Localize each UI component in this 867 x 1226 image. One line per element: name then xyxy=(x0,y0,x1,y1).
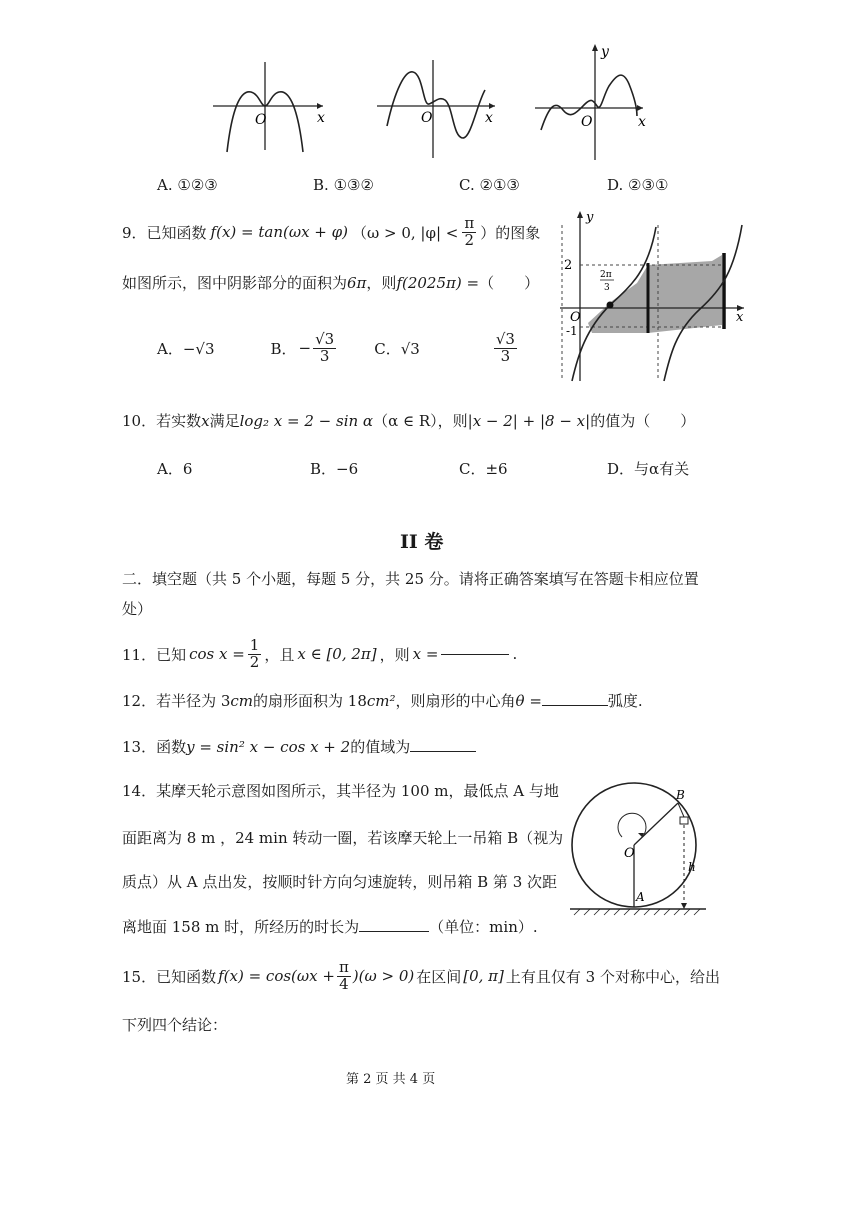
q13-line: 13．函数y = sin² x − cos x + 2的值域为 xyxy=(122,736,476,757)
q8-graphs xyxy=(205,40,665,170)
shaded-region xyxy=(588,255,722,333)
graph1-origin: O xyxy=(255,112,267,128)
graph2-x: x xyxy=(485,110,493,126)
q9-options xyxy=(157,323,517,373)
graph-3 xyxy=(535,44,646,160)
q14-line2: 面距离为 8 m ，24 min 转动一圈，若该摩天轮上一吊箱 B（视为 xyxy=(122,829,564,847)
q9-graph-tick-num: 2π xyxy=(600,270,612,280)
q9-graph-origin: O xyxy=(570,310,581,325)
graph2-origin: O xyxy=(421,110,433,126)
q12-answer-blank[interactable] xyxy=(542,705,608,706)
section-heading: 二．填空题（共 5 个小题，每题 5 分，共 25 分。请将正确答案填写在答题卡相应位置 xyxy=(122,570,699,588)
ferris-wheel-figure xyxy=(570,775,720,923)
q8-option-b: B. ①③② xyxy=(313,176,374,194)
q9-graph-x: x xyxy=(736,310,744,325)
q9-line1: 9．已知函数 f(x) = tan(ωx + φ) （ω > 0, |φ| < $\frac{\pi}{2}$ ）的图象 xyxy=(122,213,541,249)
page-footer: 第 2 页 共 4 页 xyxy=(346,1072,436,1087)
graph-1 xyxy=(213,62,325,152)
q11-answer-blank[interactable] xyxy=(441,654,509,655)
q9-option-c: C．√3 xyxy=(374,339,420,358)
q15-line2: 下列四个结论： xyxy=(122,1016,228,1034)
q13-answer-blank[interactable] xyxy=(410,751,476,752)
q12-line: 12．若半径为 3cm的扇形面积为 18cm²，则扇形的中心角θ = 弧度. xyxy=(122,692,643,710)
q10-option-a: A．6 xyxy=(157,460,193,478)
q9-option-d: $\frac{√3}{3}$ xyxy=(495,329,515,365)
q15-line1: 15．已知函数 f(x) = cos(ωx + $\frac{\pi}{4}$ )(ω > 0) 在区间 [0, π] 上有且仅有 3 个对称中心，给出 xyxy=(122,957,720,993)
q8-option-d: D. ②③① xyxy=(607,176,669,194)
q9-graph-yneg1: -1 xyxy=(566,324,578,338)
q10-line: 10．若实数x满足log₂ x = 2 − sin α（α ∈ R），则|x − 2| + |8 − x|的值为（ ） xyxy=(122,412,696,430)
q14-line3: 质点）从 A 点出发，按顺时针方向匀速旋转，则吊箱 B 第 3 次距 xyxy=(122,873,558,891)
q14-answer-blank[interactable] xyxy=(359,931,429,932)
graph-2 xyxy=(377,60,495,158)
graph1-x: x xyxy=(317,110,325,126)
fig-label-b: B xyxy=(676,788,685,802)
q10-option-b: B．−6 xyxy=(310,460,359,478)
q8-option-c: C. ②①③ xyxy=(459,176,520,194)
q9-tangent-graph xyxy=(552,205,752,385)
fig-label-o: O xyxy=(624,846,635,861)
graph3-origin: O xyxy=(581,114,593,130)
q9-graph-tick-den: 3 xyxy=(604,283,610,293)
q9-option-b: B． − $\frac{√3}{3}$ xyxy=(270,329,335,365)
section-heading-cont: 处） xyxy=(122,600,153,618)
q9-line2: 如图所示，图中阴影部分的面积为6π，则f(2025π) =（ ） xyxy=(122,274,540,292)
q11-line: 11．已知 cos x = $\frac{1}{2}$ ，且 x ∈ [0, 2π] ，则 x = . xyxy=(122,635,518,671)
graph3-y: y xyxy=(601,44,609,60)
fig-label-h: h xyxy=(688,860,696,874)
q9-option-a: A．−√3 xyxy=(157,339,215,358)
q10-option-d: D．与α有关 xyxy=(607,460,690,478)
q8-option-a: A. ①②③ xyxy=(157,176,218,194)
q10-option-c: C．±6 xyxy=(459,460,508,478)
q9-graph-y: y xyxy=(586,210,594,225)
section-title: II 卷 xyxy=(400,531,444,553)
graph3-x: x xyxy=(638,114,646,130)
q14-line1: 14．某摩天轮示意图如图所示，其半径为 100 m，最低点 A 与地 xyxy=(122,782,559,800)
q9-graph-y2: 2 xyxy=(564,258,573,273)
fig-label-a: A xyxy=(636,890,645,904)
q14-line4: 离地面 158 m 时，所经历的时长为 （单位：min）. xyxy=(122,918,538,936)
